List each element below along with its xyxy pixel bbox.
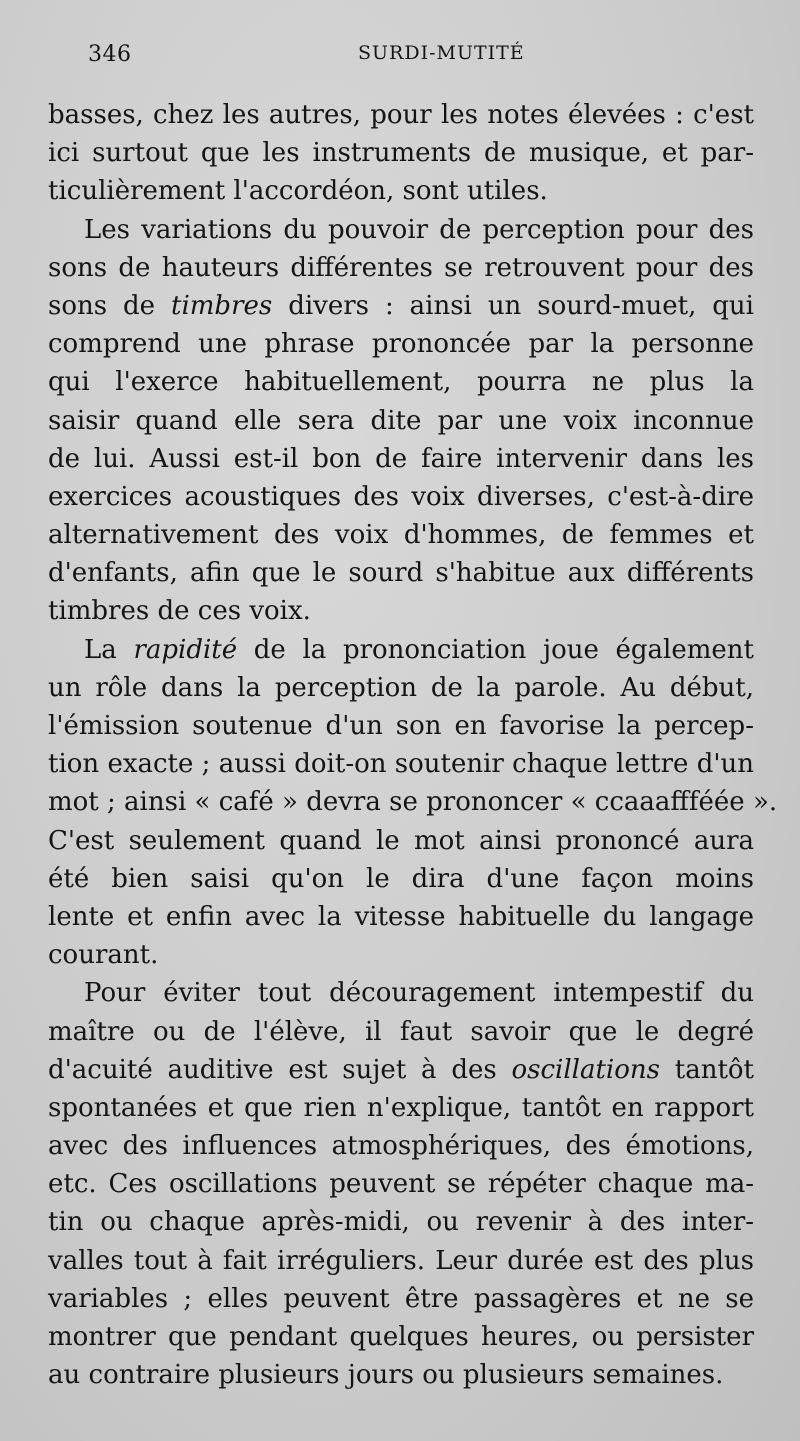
- text-run: de la prononciation joue également: [237, 634, 754, 665]
- text-line: tion exacte ; aussi doit-on soutenir chaque lettre d'un: [48, 749, 754, 780]
- text-line: mot ; ainsi « café » devra se prononcer « ccaaaffféée ».: [48, 787, 778, 818]
- running-title: SURDI-MUTITÉ: [358, 42, 525, 64]
- text-line: variables ; elles peuvent être passagères et ne se: [48, 1283, 754, 1314]
- text-line: avec des influences atmosphériques, des émotions,: [48, 1131, 754, 1162]
- text-line: été bien saisi qu'on le dira d'une façon moins: [48, 863, 754, 894]
- text-line: saisir quand elle sera dite par une voix inconnue: [48, 405, 754, 436]
- text-line: valles tout à fait irréguliers. Leur durée est des plus: [48, 1245, 754, 1276]
- text-line: l'émission soutenue d'un son en favorise la percep-: [48, 711, 754, 741]
- text-line: C'est seulement quand le mot ainsi prononcé aura: [48, 825, 754, 856]
- text-line: basses, chez les autres, pour les notes élevées : c'est: [48, 100, 754, 130]
- text-line: sons de hauteurs différentes se retrouvent pour des: [48, 252, 754, 283]
- italic-term: oscillations: [511, 1054, 660, 1085]
- text-line: qui l'exerce habituellement, pourra ne plus la: [48, 367, 754, 398]
- text-line: [48, 1051, 754, 1089]
- text-line: spontanées et que rien n'explique, tantôt en rapport: [48, 1092, 754, 1123]
- text-line: comprend une phrase prononcée par la personne: [48, 329, 754, 360]
- text-line: lente et enfin avec la vitesse habituelle du langage: [48, 901, 754, 932]
- page-number: 346: [88, 42, 132, 67]
- text-run: La: [84, 634, 134, 665]
- text-line: etc. Ces oscillations peuvent se répéter chaque ma-: [48, 1169, 754, 1200]
- text-line: au contraire plusieurs jours ou plusieurs semaines.: [48, 1360, 724, 1391]
- text-line: timbres de ces voix.: [48, 596, 311, 627]
- text-line: ticulièrement l'accordéon, sont utiles.: [48, 176, 548, 207]
- text-line: un rôle dans la perception de la parole. Au début,: [48, 672, 754, 703]
- text-line: ici surtout que les instruments de musique, et par-: [48, 138, 754, 169]
- text-line: de lui. Aussi est-il bon de faire intervenir dans les: [48, 443, 754, 474]
- italic-term: timbres: [171, 290, 273, 321]
- text-line: [48, 631, 754, 669]
- text-line: alternativement des voix d'hommes, de femmes et: [48, 520, 754, 551]
- text-run: d'acuité auditive est sujet à des: [48, 1054, 512, 1085]
- text-line: exercices acoustiques des voix diverses, c'est-à-dire: [48, 481, 754, 512]
- text-line: d'enfants, afin que le sourd s'habitue aux différents: [48, 558, 754, 589]
- text-run: sons de: [48, 290, 172, 321]
- text-line: tin ou chaque après-midi, ou revenir à des inter-: [48, 1207, 754, 1238]
- text-line: Pour éviter tout découragement intempestif du: [84, 978, 754, 1009]
- running-head: [48, 0, 754, 67]
- text-line: courant.: [48, 940, 159, 971]
- text-line: [48, 287, 754, 325]
- italic-term: rapidité: [133, 634, 238, 665]
- text-run: divers : ainsi un sourd-muet, qui: [272, 290, 754, 321]
- text-line: maître ou de l'élève, il faut savoir que le degré: [48, 1016, 754, 1047]
- text-line: montrer que pendant quelques heures, ou persister: [48, 1322, 754, 1352]
- text-run: tantôt: [659, 1054, 754, 1085]
- text-line: Les variations du pouvoir de perception pour des: [84, 214, 754, 245]
- body-text: [48, 96, 778, 1394]
